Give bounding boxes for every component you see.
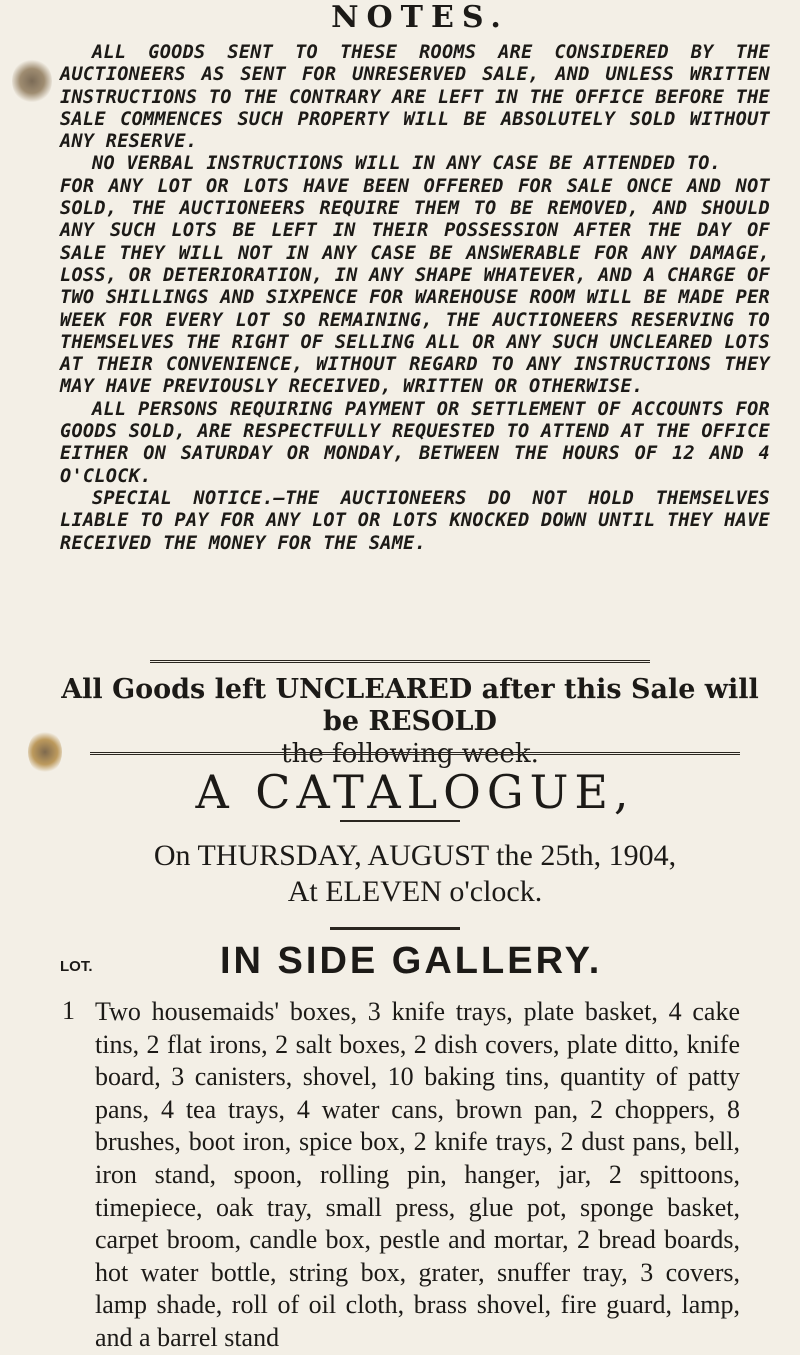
sale-date: On THURSDAY, AUGUST the 25th, 1904, <box>153 839 677 872</box>
section-title: IN SIDE GALLERY. <box>220 940 603 982</box>
notice-paragraph: ALL PERSONS REQUIRING PAYMENT OR SETTLEMENT OF ACCOUNTS FOR GOODS SOLD, ARE RESPECTFULLY REQUESTED TO ATTEND AT THE OFFICE EITHER ON SATURDAY OR MONDAY, BETWEEN THE HOURS OF 12 AND 4 O'CLOCK. <box>60 398 770 487</box>
notice-paragraph: ALL GOODS SENT TO THESE ROOMS ARE CONSIDERED BY THE AUCTIONEERS AS SENT FOR UNRESERVED SALE, AND UNLESS WRITTEN INSTRUCTIONS TO THE CONTRARY ARE LEFT IN THE OFFICE BEFORE THE SALE COMMENCES SUCH PROPERTY WILL BE ABSOLUTELY SOLD WITHOUT ANY RESERVE. <box>60 42 770 153</box>
sale-time: At ELEVEN o'clock. <box>287 875 543 908</box>
notice-paragraph: NO VERBAL INSTRUCTIONS WILL IN ANY CASE BE ATTENDED TO. <box>92 153 722 175</box>
ink-stain <box>12 58 52 104</box>
resold-line: All Goods left UNCLEARED after this Sale will be RESOLD <box>61 674 759 737</box>
resold-notice <box>60 674 760 770</box>
notice-paragraph: FOR ANY LOT OR LOTS HAVE BEEN OFFERED FOR SALE ONCE AND NOT SOLD, THE AUCTIONEERS REQUIRE THEM TO BE REMOVED, AND SHOULD ANY SUCH LOTS BE LEFT IN THEIR POSSESSION AFTER THE DAY OF SALE THEY WILL NOT IN ANY CASE BE ANSWERABLE FOR ANY DAMAGE, LOSS, OR DETERIORATION, IN ANY SHAPE WHATEVER, AND A CHARGE OF TWO SHILLINGS AND SIXPENCE FOR WAREHOUSE ROOM WILL BE MADE PER WEEK FOR EVERY LOT SO REMAINING, THE AUCTIONEERS RESERVING TO THEMSELVES THE RIGHT OF SELLING ALL OR ANY SUCH UNCLEARED LOTS AT THEIR CONVENIENCE, WITHOUT REGARD TO ANY INSTRUCTIONS THEY MAY HAVE PREVIOUSLY RECEIVED, WRITTEN OR OTHERWISE. <box>60 175 770 398</box>
page-header: NOTES. <box>331 0 509 35</box>
notice-paragraph: SPECIAL NOTICE.—THE AUCTIONEERS DO NOT HOLD THEMSELVES LIABLE TO PAY FOR ANY LOT OR LOTS KNOCKED DOWN UNTIL THEY HAVE RECEIVED THE MONEY FOR THE SAME. <box>60 487 770 554</box>
divider <box>340 820 460 822</box>
divider <box>150 660 650 663</box>
sale-dateline <box>60 838 770 910</box>
lot-column-label: LOT. <box>60 958 93 975</box>
divider <box>90 752 740 755</box>
lot-description: Two housemaids' boxes, 3 knife trays, plate basket, 4 cake tins, 2 flat irons, 2 salt boxes, 2 dish covers, plate ditto, knife board, 3 canisters, shovel, 10 baking tins, quantity of patty pans, 4 tea trays, 4 water cans, brown pan, 2 choppers, 8 brushes, boot iron, spice box, 2 knife trays, 2 dust pans, bell, iron stand, spoon, rolling pin, hanger, jar, 2 spittoons, timepiece, oak tray, small press, glue pot, sponge basket, carpet broom, candle box, pestle and mortar, 2 bread boards, hot water bottle, string box, grater, snuffer tray, 3 covers, lamp shade, roll of oil cloth, brass shovel, fire guard, lamp, and a barrel stand <box>95 997 740 1352</box>
catalogue-title: A CATALOGUE, <box>195 765 635 819</box>
resold-line: the following week. <box>281 739 539 769</box>
lot-number: 1 <box>62 996 75 1025</box>
ink-stain <box>28 730 62 774</box>
divider <box>330 927 460 930</box>
notices-block <box>60 42 770 555</box>
